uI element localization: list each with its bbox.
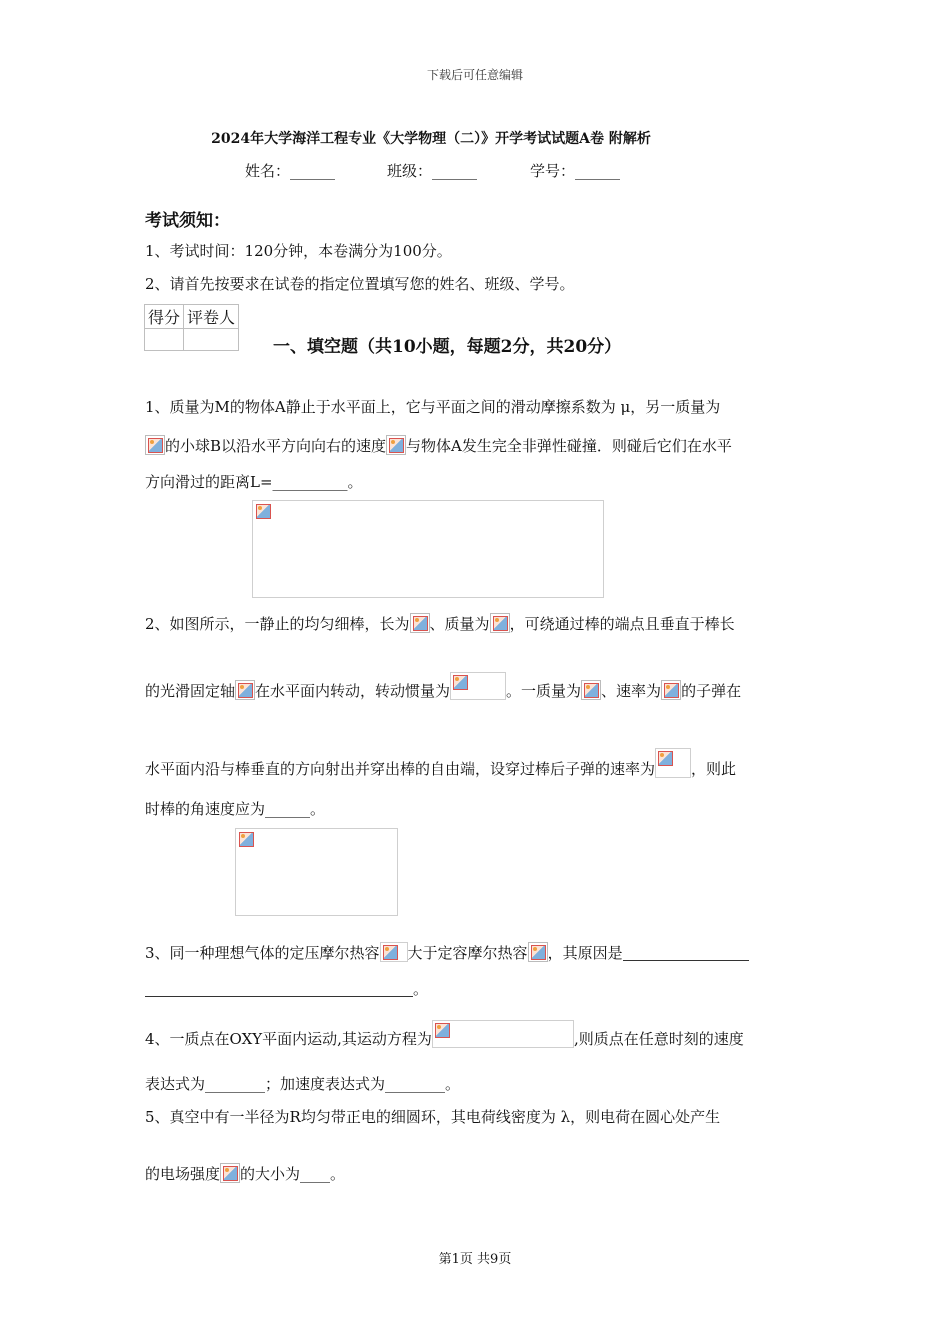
notice-item: 1、考试时间：120分钟，本卷满分为100分。 bbox=[145, 242, 452, 260]
q2-figure bbox=[235, 828, 398, 916]
formula-image-icon bbox=[450, 672, 506, 700]
figure-image-icon bbox=[237, 830, 257, 850]
formula-image-icon bbox=[655, 748, 691, 778]
formula-image-icon bbox=[386, 435, 406, 455]
formula-image-icon bbox=[528, 942, 548, 962]
q1-line3: 方向滑过的距离L=__________。 bbox=[145, 473, 363, 491]
section-heading: 一、填空题（共10小题，每题2分，共20分） bbox=[273, 337, 622, 357]
exam-title: 2024年大学海洋工程专业《大学物理（二）》开学考试试题A卷 附解析 bbox=[211, 131, 651, 147]
score-table bbox=[144, 304, 239, 351]
formula-image-icon bbox=[661, 680, 681, 700]
figure-image-icon bbox=[254, 502, 274, 522]
formula-image-icon bbox=[380, 942, 408, 962]
formula-image-icon bbox=[220, 1163, 240, 1183]
q3-line1: 3、同一种理想气体的定压摩尔热容 大于定容摩尔热容 ，其原因是 bbox=[145, 942, 749, 964]
answer-blank bbox=[623, 944, 749, 961]
q2-line1: 2、如图所示，一静止的均匀细棒，长为 、质量为 ，可绕通过棒的端点且垂直于棒长 bbox=[145, 615, 735, 633]
page-footer: 第1页 共9页 bbox=[438, 1252, 512, 1267]
formula-image-icon bbox=[410, 613, 430, 633]
q2-line2: 的光滑固定轴 在水平面内转动，转动惯量为 。一质量为 、速率为 的子弹在 bbox=[145, 672, 741, 702]
q2-line4: 时棒的角速度应为______。 bbox=[145, 800, 326, 818]
page-header: 下载后可任意编辑 bbox=[426, 68, 523, 82]
q1-line2: 的小球B以沿水平方向向右的速度 与物体A发生完全非弹性碰撞．则碰后它们在水平 bbox=[145, 435, 732, 457]
name-field: 姓名：______ bbox=[245, 162, 336, 180]
score-header: 得分 bbox=[145, 305, 184, 329]
grader-header: 评卷人 bbox=[184, 305, 239, 329]
q3-line2: 。 bbox=[145, 978, 428, 1000]
formula-image-icon bbox=[581, 680, 601, 700]
q4-line1: 4、一质点在OXY平面内运动,其运动方程为 ,则质点在任意时刻的速度 bbox=[145, 1020, 744, 1050]
score-cell bbox=[145, 329, 184, 351]
grader-cell bbox=[184, 329, 239, 351]
formula-image-icon bbox=[235, 680, 255, 700]
formula-image-icon bbox=[432, 1020, 574, 1048]
notice-heading: 考试须知： bbox=[145, 211, 230, 231]
q4-line2: 表达式为________；加速度表达式为________。 bbox=[145, 1075, 461, 1093]
student-id-field: 学号：______ bbox=[530, 162, 621, 180]
notice-item: 2、请首先按要求在试卷的指定位置填写您的姓名、班级、学号。 bbox=[145, 275, 575, 293]
q5-line2: 的电场强度 的大小为____。 bbox=[145, 1165, 346, 1183]
formula-image-icon bbox=[490, 613, 510, 633]
answer-blank bbox=[145, 980, 413, 997]
q5-line1: 5、真空中有一半径为R均匀带正电的细圆环，其电荷线密度为 λ，则电荷在圆心处产生 bbox=[145, 1108, 721, 1126]
q1-line1: 1、质量为M的物体A静止于水平面上，它与平面之间的滑动摩擦系数为 μ，另一质量为 bbox=[145, 398, 721, 416]
class-field: 班级：______ bbox=[387, 162, 478, 180]
q1-figure bbox=[252, 500, 604, 598]
formula-image-icon bbox=[145, 435, 165, 455]
q2-line3: 水平面内沿与棒垂直的方向射出并穿出棒的自由端，设穿过棒后子弹的速率为 ，则此 bbox=[145, 748, 736, 780]
